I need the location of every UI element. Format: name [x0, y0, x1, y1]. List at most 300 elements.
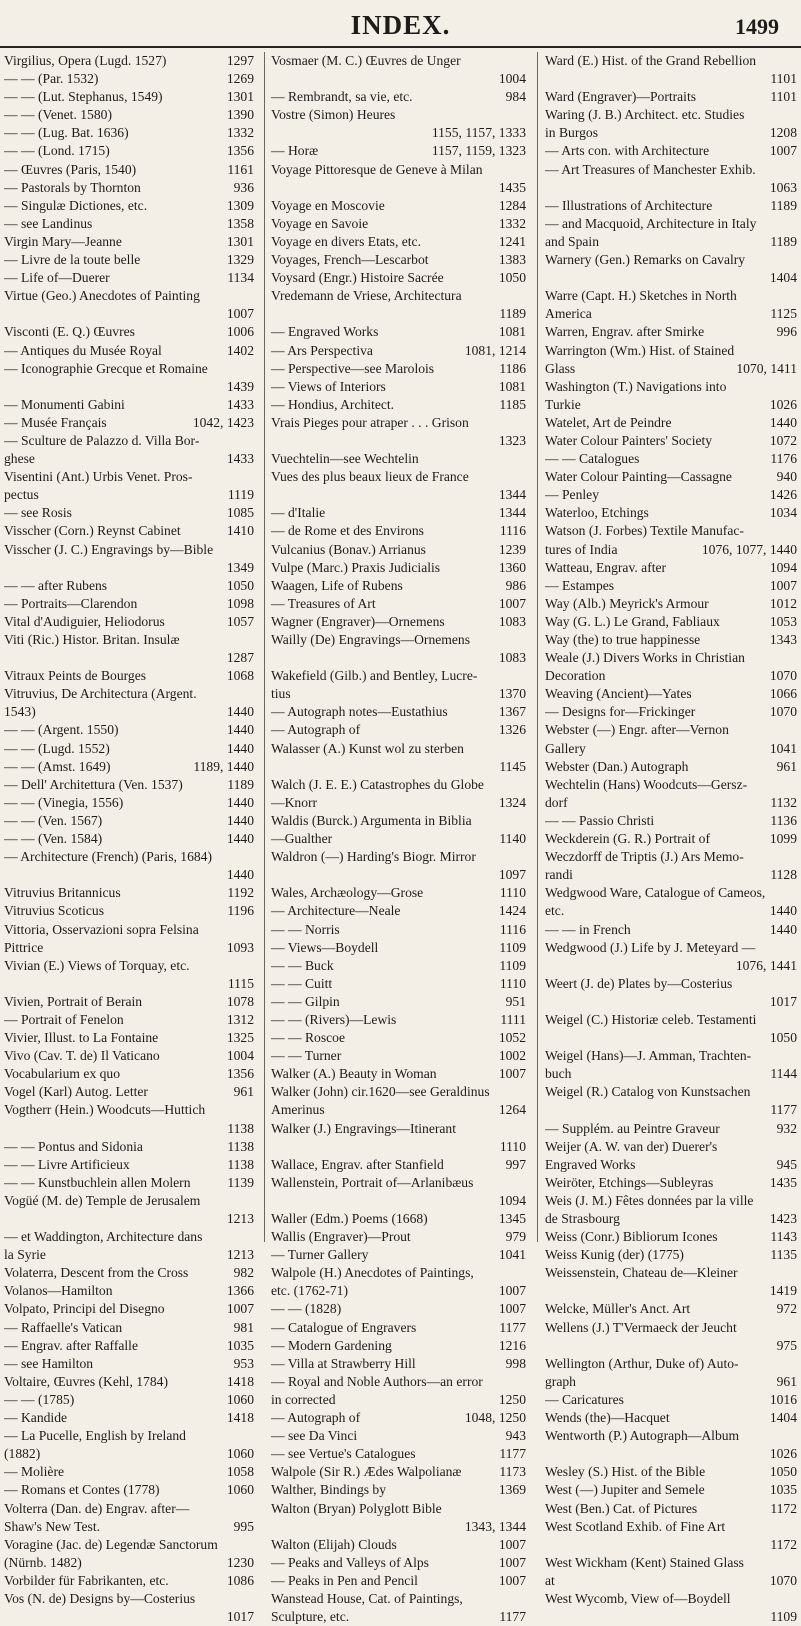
index-entry [4, 251, 254, 269]
index-entry-pages: 1213 [226, 1247, 254, 1263]
index-entry-text: Waldron (—) Harding's Biogr. Mirror [271, 849, 476, 865]
index-entry-text: Water Colour Painters' Society [545, 432, 713, 448]
index-entry [271, 396, 526, 414]
index-entry-text: Waterloo, Etchings [545, 505, 649, 521]
index-entry-pages: 1423 [769, 1211, 797, 1226]
index-entry-pages: 1418 [226, 1410, 254, 1426]
index-entry [271, 1047, 526, 1065]
index-page-ref: 1177 [770, 1102, 797, 1118]
index-entry-pages: 961 [776, 758, 797, 774]
index-entry-text: graph [545, 1373, 576, 1389]
index-column-2 [271, 52, 526, 1626]
index-entry [545, 396, 797, 414]
index-entry-text: — de Rome et des Environs [271, 523, 424, 539]
index-entry-pages: 1050 [498, 270, 526, 286]
index-entry-text: — d'Italie [271, 505, 326, 521]
index-entry [545, 1210, 797, 1228]
index-entry-pages: 1264 [498, 1102, 526, 1118]
index-entry-text: Wedgwood (J.) Life by J. Meteyard — [545, 939, 756, 955]
index-entry [4, 993, 254, 1011]
index-entry-text: Viti (Ric.) Histor. Britan. Insulæ [4, 632, 180, 647]
index-entry-text: — — Kunstbuchlein allen Molern [4, 1174, 191, 1190]
index-entry-text: Amerinus [271, 1102, 325, 1118]
index-entry-pages: 1068 [226, 668, 254, 684]
index-entry-text: West Scotland Exhib. of Fine Art [545, 1518, 726, 1534]
index-entry-text: — Catalogue of Engravers [271, 1319, 417, 1335]
index-entry [545, 142, 797, 160]
index-entry [4, 1373, 254, 1391]
index-entry-text: Wedgwood Ware, Catalogue of Cameos, [545, 885, 766, 901]
index-entry [271, 161, 526, 179]
index-entry-pages: 1007 [498, 1536, 526, 1552]
index-entry [271, 1156, 526, 1174]
index-entry-text: — — Passio Christi [545, 812, 655, 828]
index-entry [545, 758, 797, 776]
index-entry [4, 848, 254, 866]
index-entry-text: — Iconographie Grecque et Romaine [4, 360, 208, 376]
index-entry-pages: 951 [505, 993, 526, 1009]
index-entry-pages: 1093 [226, 939, 254, 955]
index-entry [545, 1246, 797, 1264]
index-entry-pages: 1344 [498, 505, 526, 521]
index-entry [271, 1373, 526, 1391]
index-entry-pages: 1034 [769, 505, 797, 521]
index-entry-text: and Spain [545, 233, 599, 249]
index-entry-pages: 1157, 1159, 1323 [431, 143, 526, 159]
index-page-ref: 1344 [498, 487, 526, 503]
index-entry-pages: 1196 [227, 903, 254, 919]
index-entry-pages: 1116 [499, 921, 526, 937]
index-entry-text: Walch (J. E. E.) Catastrophes du Globe [271, 776, 484, 792]
index-entry [545, 1047, 797, 1065]
index-entry [545, 486, 797, 504]
index-entry-text: Walasser (A.) Kunst wol zu sterben [271, 740, 464, 756]
index-entry [545, 287, 797, 305]
index-entry-text: Vosmaer (M. C.) Œuvres de Unger [271, 53, 461, 68]
index-entry-text: Weckderein (G. R.) Portrait of [545, 831, 710, 847]
index-entry-pages: 1424 [498, 903, 526, 919]
index-entry-text: Vivier, Illust. to La Fontaine [4, 1030, 159, 1046]
index-entry [545, 1427, 797, 1445]
index-entry-text: — see Hamilton [4, 1355, 94, 1371]
index-entry-text: — Peaks and Valleys of Alps [271, 1554, 429, 1570]
index-entry [545, 975, 797, 993]
index-entry-text: Welcke, Müller's Anct. Art [545, 1301, 691, 1317]
index-page-ref: 1145 [499, 758, 526, 774]
index-entry [545, 1264, 797, 1282]
index-entry [545, 215, 797, 233]
index-entry-pages: 1139 [227, 1174, 254, 1190]
index-entry-pages: 1356 [226, 1066, 254, 1082]
index-entry-pages: 1110 [499, 975, 526, 991]
index-entry-text: Volaterra, Descent from the Cross [4, 1265, 189, 1281]
index-entry [4, 432, 254, 450]
index-entry-pages: 1440 [226, 722, 254, 738]
index-entry-text: Wailly (De) Engravings—Ornemens [271, 632, 470, 647]
index-entry [545, 1355, 797, 1373]
index-entry-text: — Treasures of Art [271, 595, 376, 611]
index-entry [271, 1554, 526, 1572]
index-entry-text: — and Macquoid, Architecture in Italy [545, 215, 757, 231]
index-entry-pages: 1390 [226, 107, 254, 123]
index-entry-pages: 1086 [226, 1572, 254, 1588]
index-entry-text: — — (Lugd. 1552) [4, 740, 110, 756]
index-entry-text: Vivo (Cav. T. de) Il Vaticano [4, 1048, 160, 1064]
index-entry-pages: 1402 [226, 342, 254, 358]
index-entry-text: Warren, Engrav. after Smirke [545, 324, 705, 340]
index-entry [271, 667, 526, 685]
index-entry-text: — — Gilpin [271, 993, 340, 1009]
index-entry-pages: 1081, 1214 [464, 342, 526, 358]
index-entry-pages: 1016 [769, 1391, 797, 1407]
index-entry-text: Weigel (Hans)—J. Amman, Trachten- [545, 1048, 752, 1064]
index-entry-text: Vitruvius Scoticus [4, 903, 105, 919]
index-entry [271, 939, 526, 957]
index-entry-text: Gallery [545, 740, 586, 756]
index-entry [271, 323, 526, 341]
index-entry-text: West Wycomb, View of—Boydell [545, 1590, 731, 1606]
column-divider [537, 52, 538, 1242]
index-entry [271, 1246, 526, 1264]
index-entry [4, 776, 254, 794]
index-entry-pages: 1053 [769, 613, 797, 629]
index-entry-pages: 1440 [226, 831, 254, 847]
index-entry-text: Vues des plus beaux lieux de France [271, 469, 469, 485]
index-entry-pages: 1189, 1440 [193, 758, 254, 774]
index-entry-text: Weis (J. M.) Fêtes données par la ville [545, 1192, 754, 1208]
index-entry-pages: 1332 [226, 125, 254, 141]
index-entry-text: Voltaire, Œuvres (Kehl, 1784) [4, 1373, 168, 1389]
index-entry-pages: 1072 [769, 432, 797, 448]
index-entry [271, 215, 526, 233]
index-entry [271, 1029, 526, 1047]
index-entry [4, 450, 254, 468]
index-entry [271, 1300, 526, 1318]
index-entry [271, 1174, 526, 1192]
index-page-ref: 1419 [769, 1283, 797, 1299]
index-entry-text: Way (G. L.) Le Grand, Fabliaux [545, 613, 720, 629]
index-entry-pages: 1433 [226, 451, 254, 467]
index-entry [271, 812, 526, 830]
index-entry-pages: 1309 [226, 197, 254, 213]
index-entry [271, 1101, 526, 1119]
index-entry-pages: 995 [233, 1518, 254, 1534]
index-entry-pages: 961 [776, 1373, 797, 1389]
index-entry-text: Walton (Elijah) Clouds [271, 1536, 397, 1552]
index-entry [271, 1264, 526, 1282]
index-entry-text: Weigel (R.) Catalog von Kunstsachen [545, 1084, 751, 1100]
index-entry-pages: 996 [776, 324, 797, 340]
index-page-ref: 1440 [226, 867, 254, 883]
index-entry [545, 884, 797, 902]
index-page-ref: 1189 [499, 306, 526, 322]
index-entry [545, 432, 797, 450]
index-entry [4, 541, 254, 559]
index-entry-text: Visscher (J. C.) Engravings by—Bible [4, 541, 214, 557]
index-entry-text: Wechtelin (Hans) Woodcuts—Gersz- [545, 776, 748, 792]
index-entry-pages: 1161 [227, 161, 254, 177]
index-entry-pages: 961 [233, 1084, 254, 1100]
index-entry-text: Webster (Dan.) Autograph [545, 758, 689, 774]
index-entry [545, 1572, 797, 1590]
index-entry-text: Voyage Pittoresque de Geneve à Milan [271, 161, 483, 177]
index-entry-text: — — (Par. 1532) [4, 71, 99, 87]
index-entry [271, 1120, 526, 1138]
index-entry-text: — — after Rubens [4, 577, 108, 593]
index-entry [545, 1409, 797, 1427]
index-entry-text: — — (Rivers)—Lewis [271, 1011, 397, 1027]
index-entry-text: Visconti (E. Q.) Œuvres [4, 324, 135, 340]
index-entry [271, 902, 526, 920]
index-entry-text: Watson (J. Forbes) Textile Manufac- [545, 523, 744, 539]
index-page-ref: 975 [776, 1337, 797, 1353]
index-entry [545, 1228, 797, 1246]
index-entry-pages: 982 [233, 1265, 254, 1281]
index-entry [4, 703, 254, 721]
index-entry-text: Weczdorff de Triptis (J.) Ars Memo- [545, 849, 744, 865]
index-entry-pages: 1007 [769, 577, 797, 593]
index-entry-pages: 1358 [226, 215, 254, 231]
index-entry-text: — Musée Français [4, 414, 107, 430]
index-page-ref: 1004 [498, 71, 526, 87]
index-entry [4, 1536, 254, 1554]
index-entry [271, 577, 526, 595]
index-entry-text: Weaving (Ancient)—Yates [545, 686, 692, 702]
index-entry [4, 1409, 254, 1427]
index-entry-text: Vos (N. de) Designs by—Costerius [4, 1590, 196, 1606]
index-entry-pages: 1269 [226, 71, 254, 87]
index-entry-pages: 1004 [226, 1048, 254, 1064]
index-entry [4, 1427, 254, 1445]
index-entry-text: Walpole (H.) Anecdotes of Paintings, [271, 1265, 474, 1281]
index-entry [545, 812, 797, 830]
index-entry [4, 106, 254, 124]
index-entry-text: Weale (J.) Divers Works in Christian [545, 650, 745, 666]
index-entry [545, 595, 797, 613]
index-entry-pages: 1052 [498, 1030, 526, 1046]
index-entry-text: Wentworth (P.) Autograph—Album [545, 1428, 740, 1444]
index-entry [4, 685, 254, 703]
index-entry-pages: 1345 [498, 1211, 526, 1226]
index-entry-pages: 1435 [769, 1174, 797, 1190]
index-entry [4, 396, 254, 414]
index-entry-text: — — (Venet. 1580) [4, 107, 112, 123]
index-entry-pages: 1440 [769, 414, 797, 430]
index-entry-pages: 1070 [769, 668, 797, 684]
index-entry-pages: 1177 [499, 1446, 526, 1462]
index-entry [271, 1228, 526, 1246]
index-entry-text: etc. (1762-71) [271, 1283, 349, 1299]
index-entry-pages: 1404 [769, 1410, 797, 1426]
index-entry [271, 631, 526, 649]
index-entry-pages: 1007 [498, 1066, 526, 1082]
index-entry-text: Ward (E.) Hist. of the Grand Rebellion [545, 53, 757, 68]
index-entry-pages: 1325 [226, 1030, 254, 1046]
index-entry-pages: 1109 [499, 939, 526, 955]
index-entry-text: buch [545, 1066, 572, 1082]
index-entry [271, 1282, 526, 1300]
index-entry [4, 1065, 254, 1083]
index-entry [4, 1029, 254, 1047]
index-entry [4, 1518, 254, 1536]
index-entry [4, 70, 254, 88]
index-entry [271, 1355, 526, 1373]
index-entry [4, 179, 254, 197]
index-entry [271, 1210, 526, 1228]
index-page-ref: 1110 [499, 1138, 526, 1154]
index-entry-pages: 1078 [226, 993, 254, 1009]
index-entry-text: Wakefield (Gilb.) and Bentley, Lucre- [271, 668, 478, 684]
index-page-ref: 1323 [498, 432, 526, 448]
index-entry-pages: 1007 [498, 1554, 526, 1570]
index-entry [4, 884, 254, 902]
index-page-ref: 1115 [227, 975, 254, 991]
index-entry-text: — Singulæ Dictiones, etc. [4, 197, 148, 213]
index-entry-pages: 1041 [769, 740, 797, 756]
index-page-ref: 1349 [226, 559, 254, 575]
index-entry-pages: 1083 [498, 613, 526, 629]
index-entry-text: de Strasbourg [545, 1211, 620, 1226]
index-entry [4, 1047, 254, 1065]
index-entry-text: Vitraux Peints de Bourges [4, 668, 147, 684]
index-entry [271, 703, 526, 721]
index-entry-pages: 1185 [499, 396, 526, 412]
index-entry-text: Virgin Mary—Jeanne [4, 233, 122, 249]
index-entry-pages: 1192 [227, 885, 254, 901]
index-entry [271, 1391, 526, 1409]
index-entry-text: Waagen, Life of Rubens [271, 577, 403, 593]
index-entry-text: Wesley (S.) Hist. of the Bible [545, 1464, 706, 1480]
index-entry-text: Walker (J.) Engravings—Itinerant [271, 1120, 457, 1136]
index-entry-text: America [545, 306, 592, 322]
index-entry-pages: 1007 [498, 1572, 526, 1588]
index-entry-pages: 1230 [226, 1554, 254, 1570]
index-entry [4, 1481, 254, 1499]
index-entry [545, 703, 797, 721]
index-entry-pages: 1134 [227, 270, 254, 286]
index-entry-pages: 1094 [769, 559, 797, 575]
index-entry [545, 305, 797, 323]
index-entry-text: — Architecture (French) (Paris, 1684) [4, 849, 212, 865]
index-entry-text: Vitruvius Britannicus [4, 885, 121, 901]
index-entry-text: randi [545, 867, 573, 883]
index-entry-pages: 1440 [769, 903, 797, 919]
index-entry-text: — — (Lut. Stephanus, 1549) [4, 89, 163, 105]
index-entry-text: Sculpture, etc. [271, 1609, 350, 1625]
index-entry-text: Wales, Archæology—Grose [271, 885, 424, 901]
index-entry [4, 921, 254, 939]
index-entry-text: Volanos—Hamilton [4, 1283, 113, 1299]
index-entry-text: Vitruvius, De Architectura (Argent. [4, 686, 197, 702]
index-entry-text: Wallenstein, Portrait of—Arlanibæus [271, 1174, 474, 1190]
index-entry-pages: 1189 [770, 197, 797, 213]
index-entry-text: — Pastorals by Thornton [4, 179, 141, 195]
index-page-ref: 1094 [498, 1192, 526, 1208]
index-entry-text: Walpole (Sir R.) Ædes Walpolianæ [271, 1464, 462, 1480]
index-entry-pages: 1138 [227, 1138, 254, 1154]
index-entry-pages: 1125 [770, 306, 797, 322]
index-entry [271, 342, 526, 360]
index-entry-text: — Ars Perspectiva [271, 342, 373, 358]
index-entry-text: Voyage en Moscovie [271, 197, 385, 213]
index-page-ref: 1435 [498, 179, 526, 195]
index-entry [545, 794, 797, 812]
index-entry [4, 667, 254, 685]
index-entry [4, 323, 254, 341]
index-entry [4, 1500, 254, 1518]
index-entry-text: — — (1828) [271, 1301, 342, 1317]
index-entry [545, 1319, 797, 1337]
index-entry-pages: 1301 [226, 233, 254, 249]
index-entry-text: Wanstead House, Cat. of Paintings, [271, 1590, 463, 1606]
index-entry-pages: 1433 [226, 396, 254, 412]
index-entry [545, 504, 797, 522]
index-entry-text: — Architecture—Neale [271, 903, 401, 919]
index-entry-text: Water Colour Painting—Cassagne [545, 469, 732, 485]
index-entry-text: — La Pucelle, English by Ireland [4, 1428, 186, 1444]
index-entry [545, 52, 797, 70]
index-entry [545, 685, 797, 703]
index-entry [271, 1500, 526, 1518]
index-entry-text: Virtue (Geo.) Anecdotes of Painting [4, 288, 200, 304]
index-entry [4, 1246, 254, 1264]
index-entry [271, 1481, 526, 1499]
index-entry [4, 1554, 254, 1572]
index-entry-text: — Engraved Works [271, 324, 379, 340]
index-entry-pages: 1070 [769, 1572, 797, 1588]
index-entry-text: Weijer (A. W. van der) Duerer's [545, 1138, 718, 1154]
index-entry [271, 1463, 526, 1481]
index-entry-pages: 1136 [770, 812, 797, 828]
index-entry [4, 360, 254, 378]
index-entry-pages: 1326 [498, 722, 526, 738]
index-entry-text: — — Pontus and Sidonia [4, 1138, 143, 1154]
index-entry-pages: 940 [776, 469, 797, 485]
index-entry-text: — Kandide [4, 1410, 68, 1426]
index-entry-pages: 1060 [226, 1391, 254, 1407]
index-entry [545, 541, 797, 559]
index-entry-text: Voyage en Savoie [271, 215, 369, 231]
index-entry-text: 1543) [4, 704, 36, 720]
index-entry-text: Walton (Bryan) Polyglott Bible [271, 1500, 442, 1516]
index-entry [4, 1355, 254, 1373]
index-entry-pages: 1070 [769, 704, 797, 720]
index-entry [4, 595, 254, 613]
index-entry [271, 52, 526, 70]
index-entry [545, 522, 797, 540]
index-entry-text: Glass [545, 360, 576, 376]
index-entry-text: Vivien, Portrait of Berain [4, 993, 143, 1009]
index-entry-text: tures of India [545, 541, 618, 557]
index-entry [271, 1337, 526, 1355]
index-entry-text: (Nürnb. 1482) [4, 1554, 82, 1570]
index-entry [545, 378, 797, 396]
index-entry [271, 142, 526, 160]
index-entry [4, 468, 254, 486]
index-entry-text: West Wickham (Kent) Stained Glass [545, 1554, 744, 1570]
index-entry-pages: 1177 [499, 1319, 526, 1335]
index-entry-text: etc. [545, 903, 565, 919]
index-entry-text: —Gualther [271, 831, 333, 847]
index-entry-text: West (—) Jupiter and Semele [545, 1482, 705, 1498]
index-entry [4, 124, 254, 142]
index-entry-text: Waring (J. B.) Architect. etc. Studies [545, 107, 745, 123]
index-entry [4, 939, 254, 957]
index-entry-pages: 1360 [498, 559, 526, 575]
index-entry-pages: 1007 [498, 1301, 526, 1317]
index-entry [271, 884, 526, 902]
index-entry-text: Vivian (E.) Views of Torquay, etc. [4, 957, 190, 973]
